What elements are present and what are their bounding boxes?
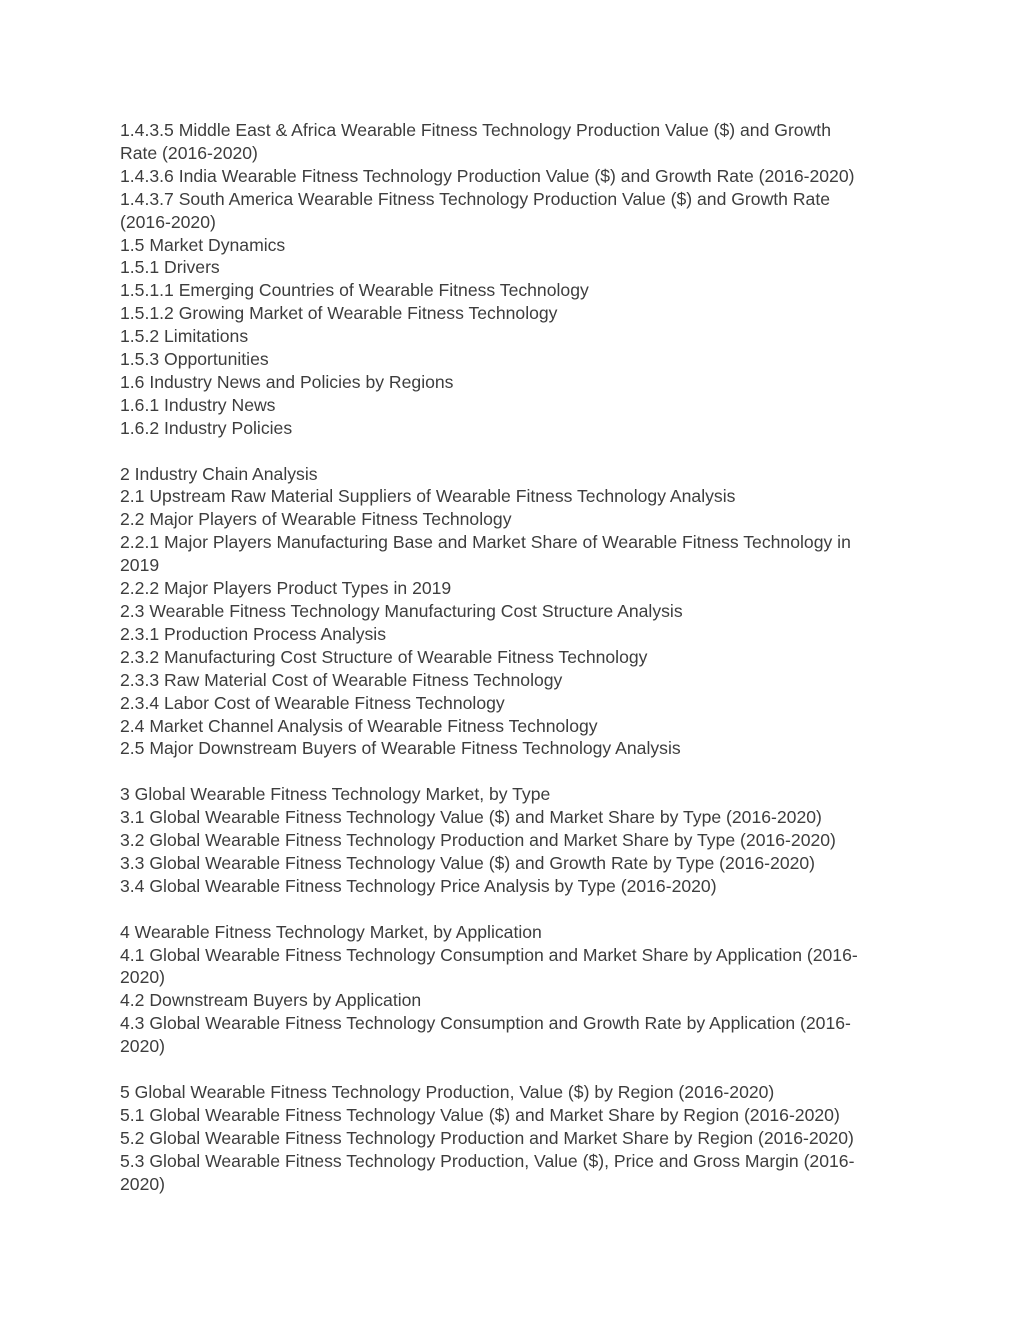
toc-line: 1.5.3 Opportunities <box>120 349 269 370</box>
toc-line: 2.3.3 Raw Material Cost of Wearable Fitness Technology <box>120 669 563 690</box>
toc-line: 4.3 Global Wearable Fitness Technology Consumption and Growth Rate by Application (2016- <box>120 1013 851 1034</box>
toc-heading: 4 Wearable Fitness Technology Market, by Application <box>120 921 542 942</box>
toc-line: 4.1 Global Wearable Fitness Technology Consumption and Market Share by Application (2016- <box>120 944 858 965</box>
toc-heading: 5 Global Wearable Fitness Technology Production, Value ($) by Region (2016-2020) <box>120 1082 775 1102</box>
toc-line: 2.3.1 Production Process Analysis <box>120 623 387 644</box>
toc-line: 1.5 Market Dynamics <box>120 234 286 255</box>
toc-line: 2020) <box>120 1036 165 1057</box>
toc-line: 2.2 Major Players of Wearable Fitness Technology <box>120 509 512 530</box>
toc-line: 1.4.3.5 Middle East & Africa Wearable Fitness Technology Production Value ($) and Growth <box>120 120 831 140</box>
toc-line: 2.5 Major Downstream Buyers of Wearable Fitness Technology Analysis <box>120 738 681 759</box>
toc-line: 1.6.2 Industry Policies <box>120 417 293 438</box>
toc-line: 2020) <box>120 967 165 988</box>
toc-line: 1.5.1.2 Growing Market of Wearable Fitness Technology <box>120 303 558 324</box>
toc-line: 2.3 Wearable Fitness Technology Manufacturing Cost Structure Analysis <box>120 601 683 622</box>
toc-line: 1.5.1.1 Emerging Countries of Wearable Fitness Technology <box>120 280 589 301</box>
toc-line: 5.1 Global Wearable Fitness Technology Value ($) and Market Share by Region (2016-2020) <box>120 1104 840 1125</box>
toc-line: 2.3.4 Labor Cost of Wearable Fitness Technology <box>120 692 505 713</box>
toc-line: 3.3 Global Wearable Fitness Technology Value ($) and Growth Rate by Type (2016-2020) <box>120 852 816 873</box>
toc-line: 5.3 Global Wearable Fitness Technology Production, Value ($), Price and Gross Margin (2016- <box>120 1150 855 1171</box>
toc-line: 5.2 Global Wearable Fitness Technology Production and Market Share by Region (2016-2020) <box>120 1127 854 1148</box>
toc-line: 4.2 Downstream Buyers by Application <box>120 990 422 1011</box>
toc-line: 2.2.2 Major Players Product Types in 2019 <box>120 578 452 599</box>
toc-section-4 <box>120 921 910 1058</box>
toc-line: 2.1 Upstream Raw Material Suppliers of Wearable Fitness Technology Analysis <box>120 486 736 507</box>
toc-line: 1.6.1 Industry News <box>120 394 276 415</box>
toc-heading: 3 Global Wearable Fitness Technology Market, by Type <box>120 784 551 805</box>
toc-line: 2.4 Market Channel Analysis of Wearable Fitness Technology <box>120 715 598 736</box>
document-page <box>120 119 910 1196</box>
toc-line: 1.5.1 Drivers <box>120 257 220 278</box>
toc-section-5 <box>120 1081 910 1196</box>
toc-line: 1.5.2 Limitations <box>120 326 249 347</box>
toc-section-2 <box>120 463 910 761</box>
toc-line: Rate (2016-2020) <box>120 142 258 163</box>
toc-line: 3.2 Global Wearable Fitness Technology Production and Market Share by Type (2016-2020) <box>120 830 836 851</box>
toc-line: 2.3.2 Manufacturing Cost Structure of Wearable Fitness Technology <box>120 646 648 667</box>
toc-line: 1.4.3.6 India Wearable Fitness Technology Production Value ($) and Growth Rate (2016-2020) <box>120 165 855 186</box>
toc-line: 1.6 Industry News and Policies by Regions <box>120 371 454 392</box>
toc-line: (2016-2020) <box>120 211 216 232</box>
toc-line: 2019 <box>120 555 160 576</box>
toc-line: 3.4 Global Wearable Fitness Technology Price Analysis by Type (2016-2020) <box>120 875 717 896</box>
toc-line: 3.1 Global Wearable Fitness Technology Value ($) and Market Share by Type (2016-2020) <box>120 807 822 828</box>
toc-section-3 <box>120 783 910 898</box>
toc-section-1-continued <box>120 119 910 440</box>
toc-line: 2020) <box>120 1173 165 1194</box>
toc-line: 2.2.1 Major Players Manufacturing Base and Market Share of Wearable Fitness Technology in <box>120 532 851 553</box>
toc-line: 1.4.3.7 South America Wearable Fitness Technology Production Value ($) and Growth Rate <box>120 188 831 209</box>
toc-heading: 2 Industry Chain Analysis <box>120 463 318 484</box>
